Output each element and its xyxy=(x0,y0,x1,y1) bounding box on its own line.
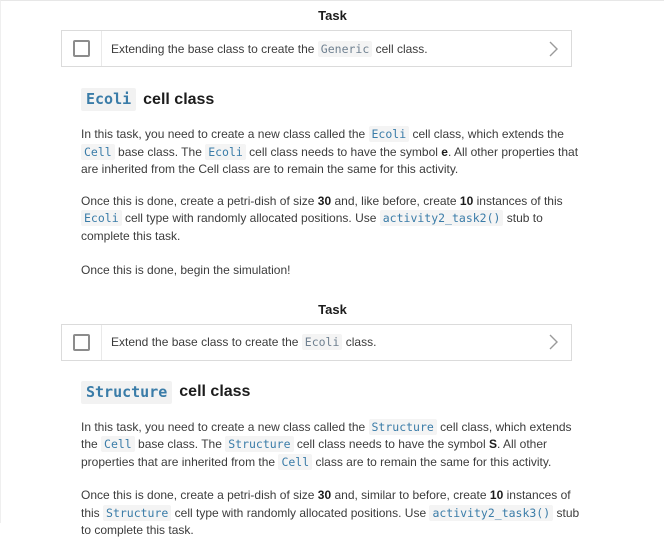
text-segment: Once this is done, create a petri-dish of size xyxy=(81,488,318,502)
text-segment: stub to complete this task. xyxy=(81,505,580,537)
section-ecoli xyxy=(81,88,592,280)
inline-code: Ecoli xyxy=(369,126,410,142)
heading-text: cell class xyxy=(179,383,251,400)
text-segment: cell class. xyxy=(372,41,428,56)
text-segment: Once this is done, begin the simulation! xyxy=(81,263,291,277)
text-segment: Extending the base class to create the xyxy=(111,41,318,56)
inline-code: Cell xyxy=(81,144,115,160)
text-segment: cell type with randomly allocated positions. Use xyxy=(121,211,380,225)
text-segment: In this task, you need to create a new class called the xyxy=(81,127,369,141)
paragraph xyxy=(81,487,585,540)
text-segment: cell class, which extends the xyxy=(409,127,564,141)
paragraph xyxy=(81,262,585,280)
text-segment: cell class needs to have the symbol xyxy=(245,144,442,159)
inline-code: Ecoli xyxy=(205,144,246,160)
text-segment: stub to complete this task. xyxy=(81,211,543,243)
chevron-right-icon[interactable] xyxy=(549,334,558,350)
task-checkbox-cell xyxy=(62,31,101,66)
heading-code: Structure xyxy=(81,381,172,404)
text-segment: cell class, which extends the xyxy=(81,419,572,451)
section-structure xyxy=(81,381,592,540)
instructions-pane xyxy=(1,5,664,540)
bold-text: S xyxy=(488,437,497,451)
heading-text: cell class xyxy=(143,90,215,108)
task-card[interactable] xyxy=(61,30,572,67)
task-description xyxy=(102,335,549,349)
inline-code: Generic xyxy=(318,41,372,57)
text-segment: cell class needs to have the symbol xyxy=(293,437,489,451)
inline-code: Ecoli xyxy=(81,210,122,226)
inline-code: Cell xyxy=(278,454,312,470)
text-segment: In this task, you need to create a new class called the xyxy=(81,419,369,434)
section-heading xyxy=(81,88,592,111)
text-segment: Once this is done, create a petri-dish of size xyxy=(81,193,318,208)
task-checkbox[interactable] xyxy=(73,40,90,57)
task-checkbox-cell xyxy=(62,325,101,360)
paragraph xyxy=(81,193,585,246)
text-segment: and, similar to before, create xyxy=(331,488,490,502)
inline-code: Structure xyxy=(103,505,171,521)
bold-text: 30 xyxy=(317,488,332,502)
task-section-title: Task xyxy=(318,301,347,317)
task-section-title: Task xyxy=(318,8,347,23)
section-heading xyxy=(81,381,592,404)
text-segment: class are to remain the same for this activity. xyxy=(312,454,552,469)
text-segment: . All other properties that are inherited from the Cell class are to remain the same for this activity. xyxy=(81,144,579,176)
text-segment: instances of this xyxy=(473,193,563,208)
task-block-1 xyxy=(1,5,664,67)
text-segment: instances of this xyxy=(81,488,571,520)
task-card[interactable] xyxy=(61,324,572,361)
text-segment: cell type with randomly allocated positions. Use xyxy=(171,505,430,520)
bold-text: 10 xyxy=(459,193,474,208)
inline-code: Structure xyxy=(369,419,437,435)
inline-code: Ecoli xyxy=(302,334,343,350)
task-block-2 xyxy=(1,299,664,361)
task-description xyxy=(102,42,549,56)
bold-text: e xyxy=(441,144,448,159)
text-segment: base class. The xyxy=(134,437,226,451)
chevron-right-icon[interactable] xyxy=(549,41,558,57)
paragraph xyxy=(81,126,585,179)
text-segment: . All other properties that are inherited from the xyxy=(81,437,548,469)
inline-code: activity2_task2() xyxy=(380,210,504,226)
bold-text: 10 xyxy=(489,488,504,502)
text-segment: Extend the base class to create the xyxy=(111,335,302,349)
inline-code: Cell xyxy=(101,436,135,452)
paragraph xyxy=(81,419,585,472)
text-segment: class. xyxy=(342,335,377,349)
heading-code: Ecoli xyxy=(81,88,136,111)
text-segment: base class. The xyxy=(114,144,206,159)
inline-code: Structure xyxy=(225,436,293,452)
task-checkbox[interactable] xyxy=(73,334,90,351)
inline-code: activity2_task3() xyxy=(429,505,553,521)
bold-text: 30 xyxy=(317,193,332,208)
text-segment: and, like before, create xyxy=(331,193,460,208)
